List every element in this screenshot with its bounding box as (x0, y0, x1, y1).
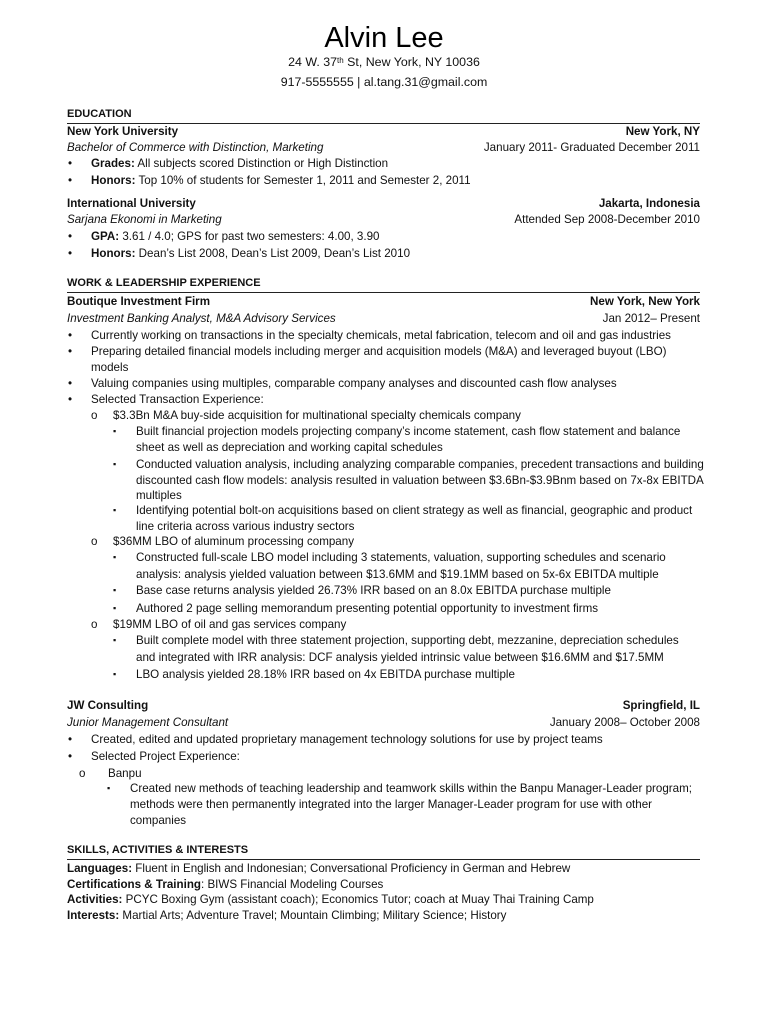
transaction-1: $3.3Bn M&A buy-side acquisition for multinational specialty chemicals company (113, 409, 521, 422)
address-ordinal: th (337, 56, 344, 65)
t3-sub1-line-2: and integrated with IRR analysis: DCF analysis yielded intrinsic value between $16.6MM and $17.5MM (136, 651, 664, 664)
intl-gpa (91, 228, 379, 245)
jw-title-row (67, 714, 700, 731)
circle-bullet-icon: o (79, 767, 86, 780)
banpu-sub1-line-2: methods were then permanently integrated into the larger Manager-Leader program for use with other (130, 798, 653, 811)
interests-label: Interests: (67, 909, 120, 922)
transaction-3: $19MM LBO of oil and gas services company (113, 618, 347, 631)
languages-label: Languages: (67, 862, 133, 875)
certifications-label: Certifications & Training (67, 878, 201, 891)
resume-name: Alvin Lee (324, 22, 444, 54)
boutique-location: New York, New York (590, 295, 700, 308)
nyu-location: New York, NY (625, 125, 700, 138)
nyu-grades-text: All subjects scored Distinction or High Distinction (134, 157, 389, 170)
t1-sub1-line-1: Built financial projection models projecting company’s income statement, cash flow statement and balance (136, 425, 681, 438)
intl-location: Jakarta, Indonesia (598, 197, 700, 210)
bullet-icon: • (68, 174, 73, 187)
intl-school: International University (67, 197, 196, 210)
intl-honors-label: Honors: (91, 247, 136, 260)
jw-company: JW Consulting (67, 699, 149, 712)
nyu-dates: January 2011- Graduated December 2011 (483, 141, 700, 154)
square-bullet-icon: ▪ (113, 585, 117, 595)
skills-activities (67, 891, 700, 908)
intl-degree-row (67, 211, 700, 228)
boutique-bullet-2-line-2: models (91, 361, 129, 374)
transaction-2: $36MM LBO of aluminum processing company (113, 535, 355, 548)
intl-honors (91, 245, 410, 262)
boutique-bullet-3: Valuing companies using multiples, comparable company analyses and discounted cash flow analyses (91, 377, 617, 390)
languages-text: Fluent in English and Indonesian; Conversational Proficiency in German and Hebrew (132, 862, 571, 875)
nyu-school: New York University (67, 125, 179, 138)
square-bullet-icon: ▪ (113, 505, 117, 515)
address-line (0, 54, 768, 71)
nyu-grades-label: Grades: (91, 157, 135, 170)
jw-header (67, 697, 700, 714)
t1-sub3-line-2: line criteria across various industry sectors (136, 520, 355, 533)
t2-sub1-line-1: Constructed full-scale LBO model including 3 statements, valuation, supporting schedules and scenario (136, 551, 666, 564)
intl-header (67, 195, 700, 212)
jw-bullet-1: Created, edited and updated proprietary management technology solutions for use by project teams (91, 733, 603, 746)
t3-sub2: LBO analysis yielded 28.18% IRR based on 4x EBITDA purchase multiple (136, 668, 515, 681)
bullet-icon: • (68, 230, 73, 243)
intl-gpa-label: GPA: (91, 230, 120, 243)
boutique-dates: Jan 2012– Present (602, 312, 700, 325)
intl-honors-text: Dean’s List 2008, Dean’s List 2009, Dean’s List 2010 (135, 247, 411, 260)
t1-sub2-line-3: multiples (136, 489, 182, 502)
nyu-honors (91, 172, 471, 189)
boutique-title: Investment Banking Analyst, M&A Advisory Services (67, 312, 336, 325)
jw-dates: January 2008– October 2008 (549, 716, 700, 729)
t1-sub3-line-1: Identifying potential bolt-on acquisitions based on client strategy as well as financial, geographic and product (136, 504, 693, 517)
square-bullet-icon: ▪ (113, 669, 117, 679)
activities-text: PCYC Boxing Gym (assistant coach); Economics Tutor; coach at Muay Thai Training Camp (122, 893, 594, 906)
bullet-icon: • (68, 393, 73, 406)
intl-gpa-text: 3.61 / 4.0; GPS for past two semesters: 4.00, 3.90 (119, 230, 380, 243)
square-bullet-icon: ▪ (113, 459, 117, 469)
work-heading: WORK & LEADERSHIP EXPERIENCE (67, 277, 261, 289)
t1-sub2-line-1: Conducted valuation analysis, including analyzing comparable companies, precedent transactions and building (136, 458, 704, 471)
bullet-icon: • (68, 750, 73, 763)
boutique-bullet-4: Selected Transaction Experience: (91, 393, 264, 406)
circle-bullet-icon: o (91, 409, 98, 422)
nyu-grades (91, 155, 388, 172)
jw-location: Springfield, IL (622, 699, 700, 712)
bullet-icon: • (68, 329, 73, 342)
bullet-icon: • (68, 157, 73, 170)
education-heading: EDUCATION (67, 108, 132, 120)
banpu-sub1-line-1: Created new methods of teaching leadership and teamwork skills within the Banpu Manager-Leader program; (130, 782, 692, 795)
address-rest: St, New York, NY 10036 (343, 55, 480, 69)
square-bullet-icon: ▪ (107, 783, 111, 793)
boutique-bullet-1: Currently working on transactions in the specialty chemicals, metal fabrication, telecom and oil and gas industries (91, 329, 671, 342)
nyu-header (67, 123, 700, 140)
boutique-header (67, 293, 700, 310)
interests-text: Martial Arts; Adventure Travel; Mountain Climbing; Military Science; History (119, 909, 507, 922)
t1-sub1-line-2: sheet as well as depreciation and working capital schedules (136, 441, 443, 454)
skills-interests (67, 907, 700, 924)
nyu-honors-text: Top 10% of students for Semester 1, 2011 and Semester 2, 2011 (135, 174, 471, 187)
jw-title: Junior Management Consultant (67, 716, 229, 729)
intl-degree: Sarjana Ekonomi in Marketing (67, 213, 222, 226)
t3-sub1-line-1: Built complete model with three statement projection, supporting debt, mezzanine, depreciation schedules (136, 634, 679, 647)
jw-bullet-2: Selected Project Experience: (91, 750, 240, 763)
nyu-degree: Bachelor of Commerce with Distinction, Marketing (67, 141, 324, 154)
certifications-text: : BIWS Financial Modeling Courses (201, 878, 384, 891)
skills-languages (67, 860, 700, 877)
bullet-icon: • (68, 377, 73, 390)
bullet-icon: • (68, 733, 73, 746)
phone-email-line: 917-5555555 | al.tang.31@gmail.com (280, 75, 488, 89)
nyu-honors-label: Honors: (91, 174, 136, 187)
address-street-number: 24 W. 37 (288, 55, 338, 69)
intl-dates: Attended Sep 2008-December 2010 (514, 213, 700, 226)
skills-heading: SKILLS, ACTIVITIES & INTERESTS (67, 844, 249, 856)
t2-sub1-line-2: analysis: analysis yielded valuation between $13.6MM and $19.1MM based on 5x-6x EBITDA multiple (136, 568, 659, 581)
square-bullet-icon: ▪ (113, 635, 117, 645)
boutique-title-row (67, 310, 700, 327)
t1-sub2-line-2: discounted cash flow models: analysis resulted in valuation between $3.6Bn-$3.9Bnm based on 7x-8x EBITDA (136, 474, 704, 487)
t2-sub3: Authored 2 page selling memorandum presenting potential opportunity to investment firms (136, 602, 599, 615)
t2-sub2: Base case returns analysis yielded 26.73% IRR based on an 8.0x EBITDA purchase multiple (136, 584, 611, 597)
bullet-icon: • (68, 247, 73, 260)
boutique-company: Boutique Investment Firm (67, 295, 211, 308)
square-bullet-icon: ▪ (113, 426, 117, 436)
bullet-icon: • (68, 345, 73, 358)
circle-bullet-icon: o (91, 535, 98, 548)
square-bullet-icon: ▪ (113, 552, 117, 562)
circle-bullet-icon: o (91, 618, 98, 631)
banpu-sub1-line-3: companies (130, 814, 187, 827)
activities-label: Activities: (67, 893, 123, 906)
project-banpu: Banpu (108, 767, 142, 780)
nyu-degree-row (67, 139, 700, 156)
square-bullet-icon: ▪ (113, 603, 117, 613)
boutique-bullet-2-line-1: Preparing detailed financial models including merger and acquisition models (M&A) and leveraged buyout (LBO) (91, 345, 667, 358)
